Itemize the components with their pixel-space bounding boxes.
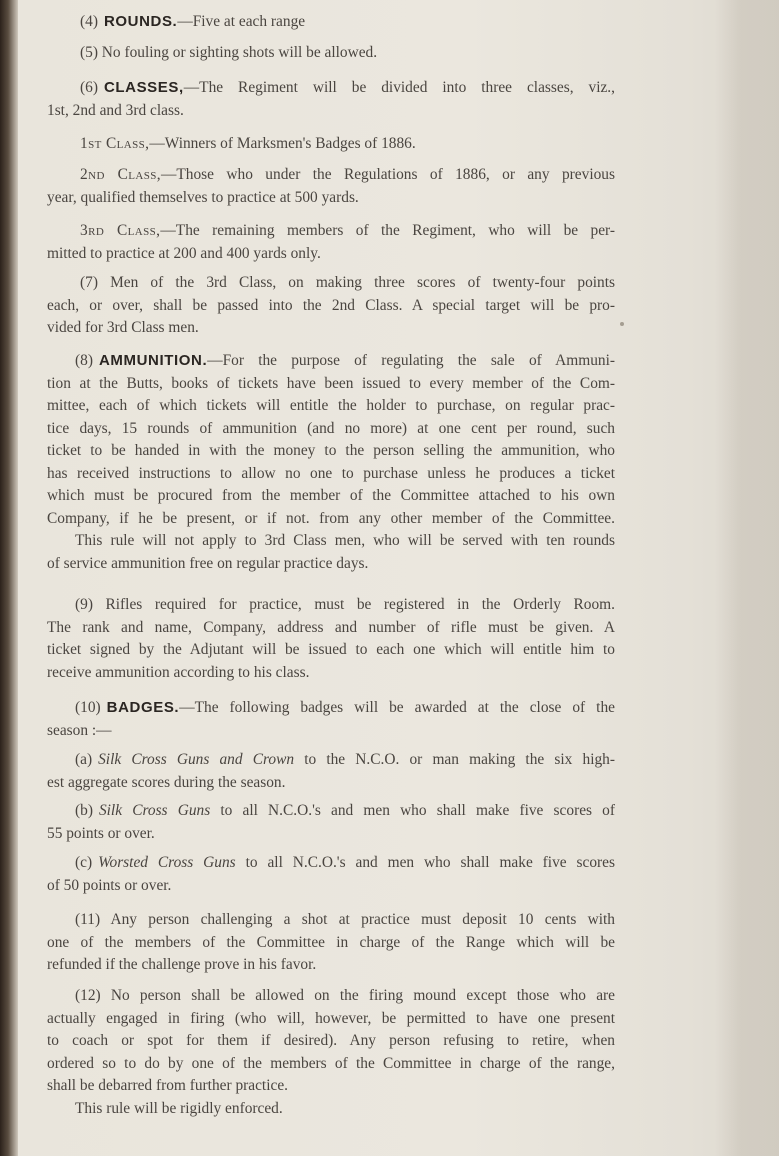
rule-5-fouling (80, 42, 377, 65)
rule-text: tion at the Butts, books of tickets have been issued to every member of the Com- (47, 374, 615, 392)
rule-text: each, or over, shall be passed into the 2nd Class. A special target will be pro- (47, 296, 615, 314)
rule-text: year, qualified themselves to practice at 500 yards. (47, 188, 359, 206)
badge-name: Worsted Cross Guns (98, 854, 236, 871)
section-heading: CLASSES, (103, 79, 184, 96)
rule-12-firing-mound (47, 985, 615, 1120)
second-class-definition (47, 164, 615, 209)
rule-text: —Those who under the Regulations of 1886, or any previous (161, 166, 615, 183)
rule-8-ammunition (47, 350, 615, 575)
rule-text: tice days, 15 rounds of ammunition (and no more) at one cent per round, such (47, 419, 615, 437)
rule-text: ticket signed by the Adjutant will be issued to each one which will entitle him to (47, 641, 615, 658)
rule-text: —The following badges will be awarded at the close of the (179, 699, 615, 716)
rule-text: of 50 points or over. (47, 876, 172, 894)
book-spine-edge (0, 0, 18, 1156)
badge-name: Silk Cross Guns (98, 802, 211, 819)
rule-10-badges (47, 697, 615, 742)
rule-text: —Winners of Marksmen's Badges of 1886. (149, 135, 416, 152)
rule-text: to all N.C.O.'s and men who shall make five scores of (210, 802, 615, 819)
rule-text: mitted to practice at 200 and 400 yards only. (47, 244, 321, 262)
rule-text: 55 points or over. (47, 824, 155, 842)
rule-text: actually engaged in firing (who will, however, be permitted to have one present (47, 1009, 615, 1027)
rule-text: of service ammunition free on regular practice days. (47, 554, 369, 572)
item-number: (8) (75, 352, 93, 369)
badge-b (47, 800, 615, 845)
item-number: (10) (75, 699, 101, 716)
rule-text: ordered so to do by one of the members of the Committee in charge of the range, (47, 1054, 615, 1072)
item-number: (4) (80, 13, 98, 30)
page-fold-shadow (715, 0, 779, 1156)
rule-text: —For the purpose of regulating the sale of Ammuni- (207, 352, 615, 369)
rule-text: This rule will be rigidly enforced. (75, 1099, 283, 1117)
paper-speck (620, 322, 624, 326)
rule-text: refunded if the challenge prove in his favor. (47, 956, 317, 973)
rule-4-rounds (80, 11, 305, 34)
rule-text: shall be debarred from further practice. (47, 1077, 288, 1094)
rule-text: to the N.C.O. or man making the six high- (294, 751, 615, 768)
rule-text: mittee, each of which tickets will entitle the holder to purchase, on regular prac- (47, 397, 615, 414)
rule-text: (5) No fouling or sighting shots will be allowed. (80, 44, 378, 61)
rule-text: Company, if he be present, or if not. from any other member of the Committee. (47, 509, 615, 527)
rule-text: to all N.C.O.'s and men who shall make five scores (235, 854, 615, 871)
rule-text: —The remaining members of the Regiment, who will be per- (160, 222, 615, 239)
rule-text: which must be procured from the member of the Committee attached to his own (47, 487, 615, 504)
section-heading: AMMUNITION. (98, 352, 208, 369)
rule-text: (9) Rifles required for practice, must be registered in the Orderly Room. (75, 596, 615, 613)
rule-text: receive ammunition according to his class. (47, 663, 310, 681)
class-label: 1st Class, (80, 135, 150, 152)
section-heading: BADGES. (106, 699, 180, 716)
item-number: (c) (75, 854, 93, 871)
badge-c (47, 852, 615, 897)
item-number: (a) (75, 751, 93, 768)
rule-text: to coach or spot for them if desired). Any person refusing to retire, when (47, 1032, 615, 1049)
rule-text: one of the members of the Committee in charge of the Range which will be (47, 933, 615, 951)
rule-text: (7) Men of the 3rd Class, on making three scores of twenty-four points (80, 274, 615, 291)
badge-name: Silk Cross Guns and Crown (98, 751, 295, 768)
rule-text: —The Regiment will be divided into three classes, viz., (183, 79, 615, 96)
rule-text: (12) No person shall be allowed on the firing mound except those who are (75, 987, 615, 1004)
rule-text: The rank and name, Company, address and number of rifle must be given. A (47, 618, 615, 636)
rule-text: has received instructions to allow no one to purchase unless he produces a ticket (47, 464, 615, 482)
class-label: 2nd Class, (80, 166, 161, 183)
rule-text: season :— (47, 721, 112, 739)
rule-7-promotion (47, 272, 615, 340)
rule-11-challenge (47, 909, 615, 977)
section-heading: ROUNDS. (103, 13, 178, 30)
rule-text: vided for 3rd Class men. (47, 319, 199, 336)
rule-text: This rule will not apply to 3rd Class men, who will be served with ten rounds (75, 532, 615, 549)
rule-9-rifles (47, 594, 615, 684)
badge-a (47, 749, 615, 794)
third-class-definition (47, 220, 615, 265)
item-number: (b) (75, 802, 93, 819)
class-label: 3rd Class, (80, 222, 161, 239)
rule-text: (11) Any person challenging a shot at practice must deposit 10 cents with (75, 911, 615, 928)
rule-text: ticket to be handed in with the money to the person selling the ammunition, who (47, 442, 615, 459)
rule-text: —Five at each range (177, 13, 306, 30)
rule-text: 1st, 2nd and 3rd class. (47, 101, 184, 119)
rule-6-classes (47, 77, 615, 122)
rule-text: est aggregate scores during the season. (47, 773, 286, 791)
first-class-definition (80, 133, 416, 156)
item-number: (6) (80, 79, 98, 96)
